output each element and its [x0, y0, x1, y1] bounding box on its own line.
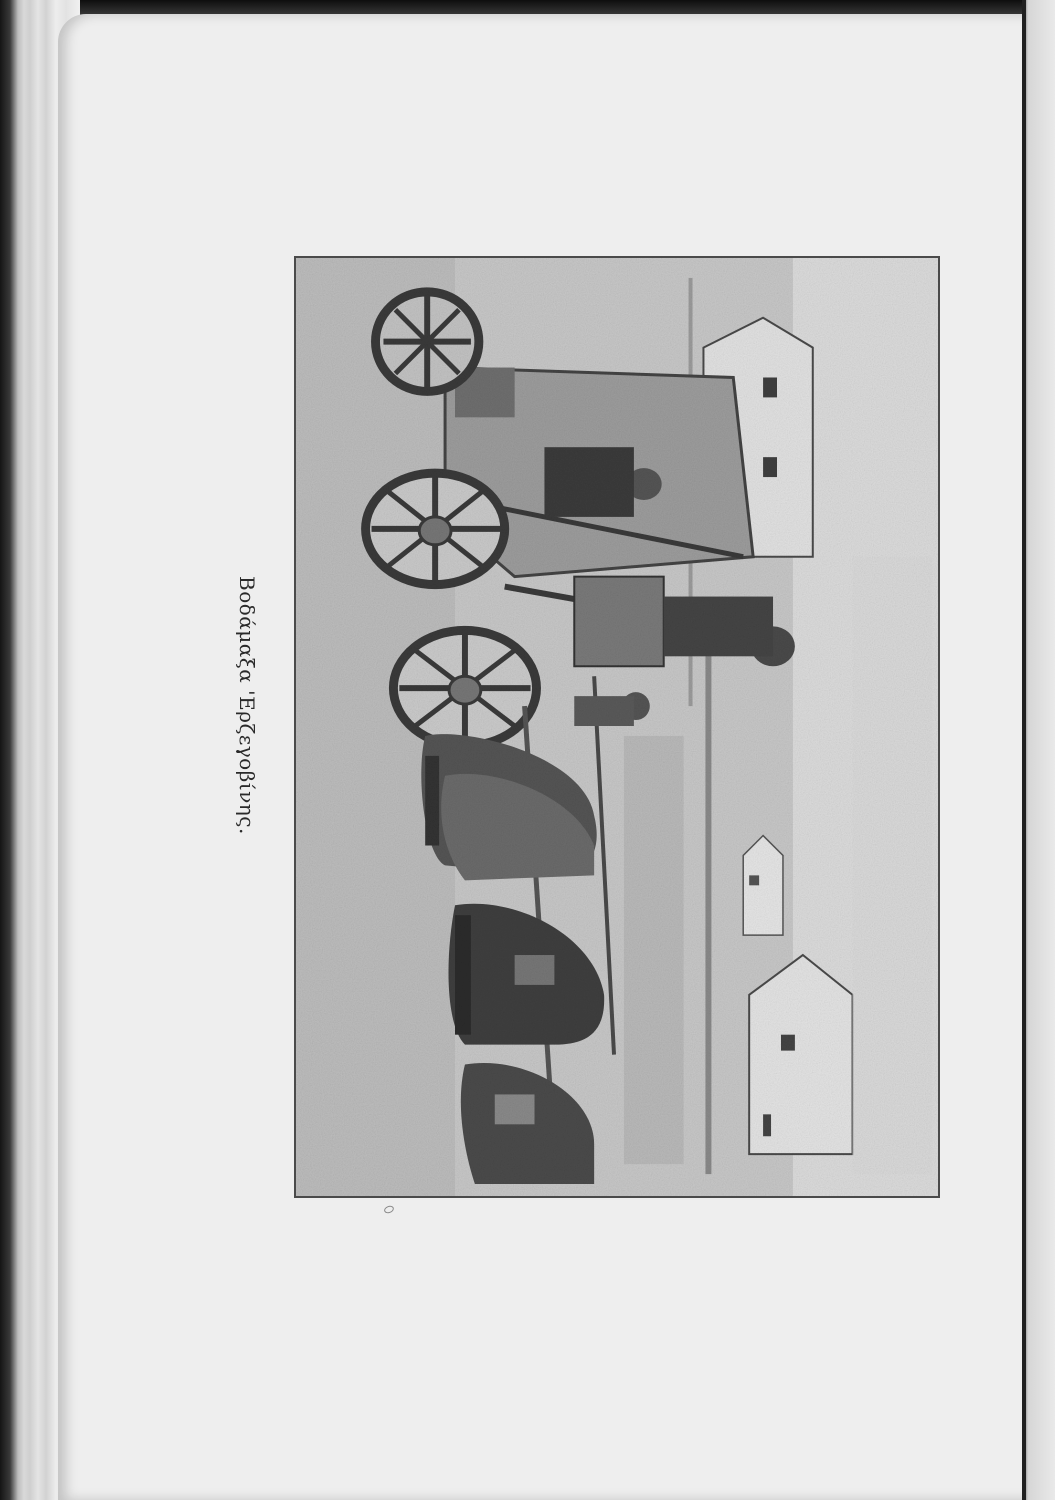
village-building	[743, 836, 783, 936]
cart-wheel	[376, 292, 479, 392]
cart-wheel	[366, 473, 505, 585]
gutter-shadow	[1022, 0, 1026, 1500]
halftone-photo	[296, 258, 938, 1196]
photo-caption-text: Βοδάμαξα 'Ερζεγοβίνης.	[235, 576, 259, 835]
village-building	[749, 955, 852, 1154]
facing-page-edge	[1022, 0, 1055, 1500]
cart-wheel	[393, 630, 536, 746]
photo-plate	[294, 256, 940, 1198]
